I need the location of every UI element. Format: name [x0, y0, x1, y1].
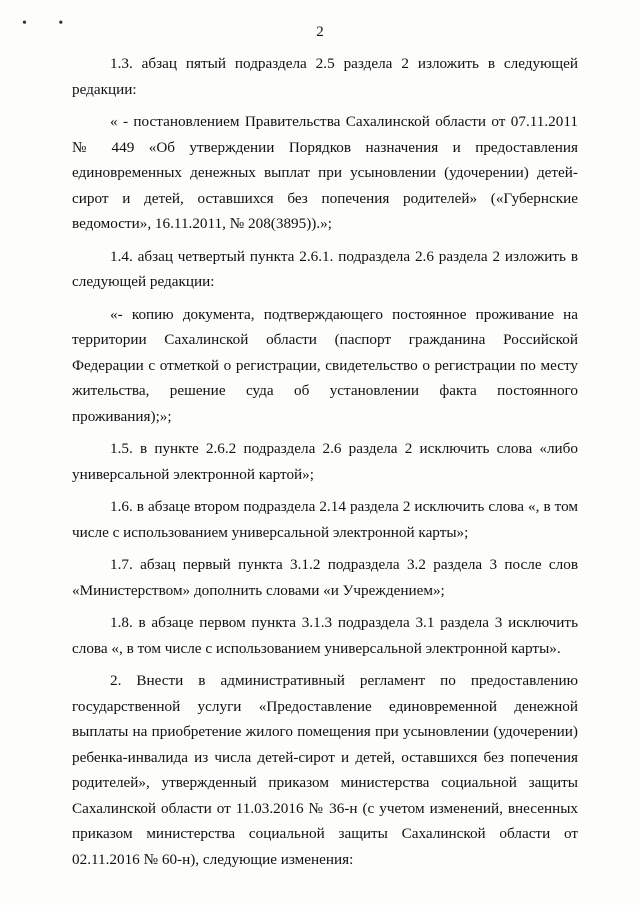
paragraph-1-5: 1.5. в пункте 2.6.2 подраздела 2.6 раздела 2 исключить слова «либо универсальной электронной картой»; [72, 440, 578, 483]
margin-marks: • • [22, 16, 78, 31]
paragraph-1-8: 1.8. в абзаце первом пункта 3.1.3 подраздела 3.1 раздела 3 исключить слова «, в том числе с использованием универсальной электронной карты». [72, 614, 578, 657]
paragraph-1-4: 1.4. абзац четвертый пункта 2.6.1. подраздела 2.6 раздела 2 изложить в следующей редакции: [72, 247, 578, 290]
paragraph-1-7: 1.7. абзац первый пункта 3.1.2 подраздела 3.2 раздела 3 после слов «Министерством» дополнить словами «и Учреждением»; [72, 556, 578, 599]
page-number: 2 [316, 24, 324, 40]
paragraph-quote-document-copy: «- копию документа, подтверждающего постоянное проживание на территории Сахалинской области (паспорт гражданина Российской Федерации с отметкой о регистрации, свидетельство о регистрации по месту жительства, решение суда об установлении факта постоянного проживания);»; [72, 305, 578, 425]
paragraph-1-3: 1.3. абзац пятый подраздела 2.5 раздела 2 изложить в следующей редакции: [72, 55, 578, 98]
paragraph-1-6: 1.6. в абзаце втором подраздела 2.14 раздела 2 исключить слова «, в том числе с использованием универсальной электронной карты»; [72, 498, 578, 541]
document-body [72, 51, 578, 879]
paragraph-2: 2. Внести в административный регламент по предоставлению государственной услуги «Предоставление единовременной денежной выплаты на приобретение жилого помещения при усыновлении (удочерении) ребенка-инвалида из числа детей-сирот и детей, оставшихся без попечения родителей», утвержденный приказом министерства социальной защиты Сахалинской области от 11.03.2016 № 36-н (с учетом изменений, внесенных приказом министерства социальной защиты Сахалинской области от 02.11.2016 № 60-н), следующие изменения: [72, 672, 578, 868]
paragraph-quote-decree: « - постановлением Правительства Сахалинской области от 07.11.2011 № 449 «Об утверждении Порядков назначения и предоставления единовременных денежных выплат при усыновлении (удочерении) детей-сирот и детей, оставшихся без попечения родителей» («Губернские ведомости», 16.11.2011, № 208(3895)).»; [72, 113, 578, 232]
